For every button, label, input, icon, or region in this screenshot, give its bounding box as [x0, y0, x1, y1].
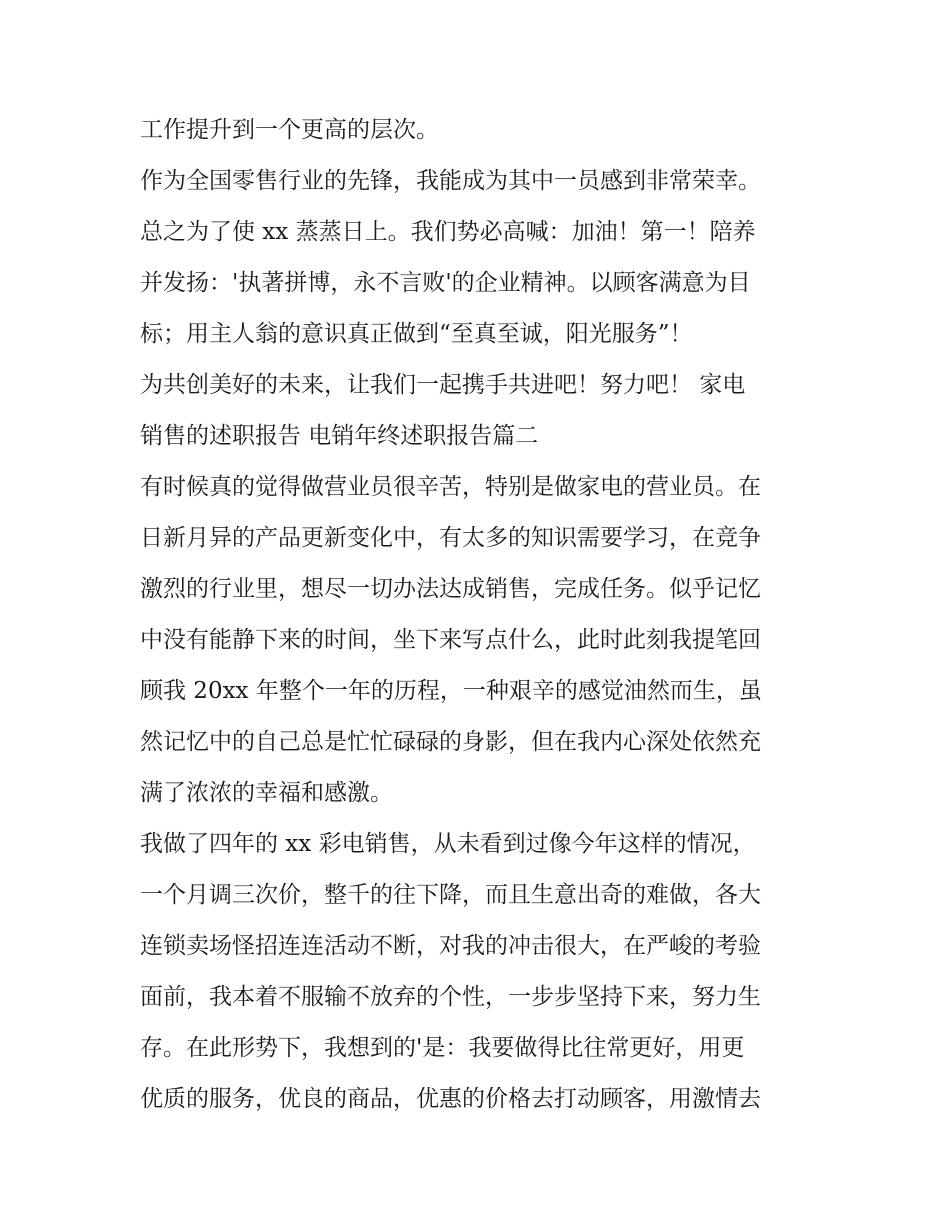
text-line: 连锁卖场怪招连连活动不断，对我的冲击很大，在严峻的考验 [140, 933, 761, 959]
text-line: 工作提升到一个更高的层次。 [140, 117, 439, 143]
text-line: 我做了四年的 xx 彩电销售，从未看到过像今年这样的情况， [140, 831, 756, 857]
text-line: 作为全国零售行业的先锋，我能成为其中一员感到非常荣幸。 [140, 168, 761, 194]
text-line: 并发扬：'执著拼博，永不言败'的企业精神。以顾客满意为目 [140, 270, 751, 296]
text-line: 总之为了使 xx 蒸蒸日上。我们势必高喊：加油！第一！陪养 [140, 219, 756, 245]
text-line: 面前，我本着不服输不放弃的个性，一步步坚持下来，努力生 [140, 984, 761, 1010]
text-line: 顾我 20xx 年整个一年的历程，一种艰辛的感觉油然而生，虽 [140, 678, 762, 704]
text-line: 优质的服务，优良的商品，优惠的价格去打动顾客，用激情去 [140, 1086, 761, 1112]
text-line: 激烈的行业里，想尽一切办法达成销售，完成任务。似乎记忆 [140, 576, 761, 602]
text-line: 标；用主人翁的意识真正做到“至真至诚，阳光服务”！ [140, 321, 693, 347]
text-line: 为共创美好的未来，让我们一起携手共进吧！努力吧！ 家电 [140, 372, 746, 398]
text-line: 一个月调三次价，整千的往下降，而且生意出奇的难做，各大 [140, 882, 761, 908]
section-heading-line: 销售的述职报告 电销年终述职报告篇二 [140, 423, 539, 449]
text-line: 然记忆中的自己总是忙忙碌碌的身影，但在我内心深处依然充 [140, 729, 761, 755]
text-line: 存。在此形势下，我想到的'是：我要做得比往常更好，用更 [140, 1035, 745, 1061]
text-line: 满了浓浓的幸福和感激。 [140, 780, 393, 806]
text-line: 日新月异的产品更新变化中，有太多的知识需要学习，在竞争 [140, 525, 761, 551]
body-text [140, 105, 830, 1125]
text-line: 中没有能静下来的时间，坐下来写点什么，此时此刻我提笔回 [140, 627, 761, 653]
text-line: 有时候真的觉得做营业员很辛苦，特别是做家电的营业员。在 [140, 474, 761, 500]
